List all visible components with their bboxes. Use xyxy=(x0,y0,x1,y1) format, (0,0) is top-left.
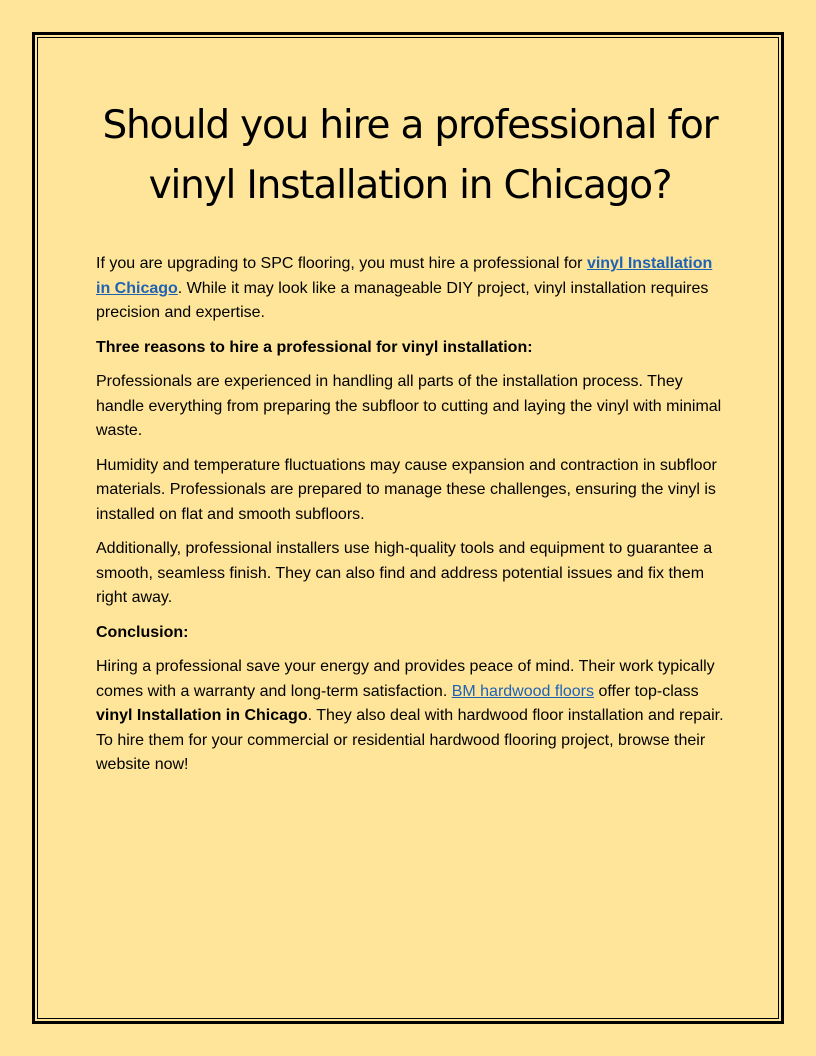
conclusion-paragraph xyxy=(96,655,724,778)
document-content xyxy=(96,96,724,788)
conclusion-text-after: . They also deal with hardwood floor installation and repair. To hire them for your commercial or residential hardwood flooring project, browse their website now! xyxy=(96,707,724,773)
article-body xyxy=(96,252,724,778)
conclusion-text-middle: offer top-class xyxy=(594,682,699,700)
bm-hardwood-floors-link[interactable]: BM hardwood floors xyxy=(451,682,594,700)
vinyl-installation-link[interactable]: vinyl Installation in Chicago xyxy=(96,255,713,297)
reason-paragraph-2: Humidity and temperature fluctuations may cause expansion and contraction in subfloor materials. Professionals are prepared to manage these challenges, ensuring the vinyl is installed on flat and smooth subfloors. xyxy=(96,456,717,523)
intro-text-before: If you are upgrading to SPC flooring, you must hire a professional for xyxy=(96,255,587,272)
reason-paragraph-1: Professionals are experienced in handling all parts of the installation process. They handle everything from preparing the subfloor to cutting and laying the vinyl with minimal waste. xyxy=(96,373,722,439)
conclusion-bold-text: vinyl Installation in Chicago xyxy=(96,707,308,724)
conclusion-heading-text: Conclusion: xyxy=(96,623,189,641)
reasons-heading xyxy=(96,336,724,361)
page-title xyxy=(76,96,744,216)
reasons-heading-text: Three reasons to hire a professional for vinyl installation: xyxy=(96,338,533,356)
conclusion-heading xyxy=(96,621,724,646)
title-line-2: vinyl Installation in Chicago? xyxy=(148,163,672,208)
conclusion-text-before: Hiring a professional save your energy and provides peace of mind. Their work typically comes with a warranty and long-term satisfaction. xyxy=(96,658,715,700)
reason-paragraph-3: Additionally, professional installers use high-quality tools and equipment to guarantee a smooth, seamless finish. They can also find and address potential issues and fix them right away. xyxy=(96,540,713,606)
intro-paragraph xyxy=(96,252,724,326)
title-line-1: Should you hire a professional for xyxy=(102,103,718,148)
intro-text-after: . While it may look like a manageable DIY project, vinyl installation requires precision and expertise. xyxy=(96,279,709,321)
